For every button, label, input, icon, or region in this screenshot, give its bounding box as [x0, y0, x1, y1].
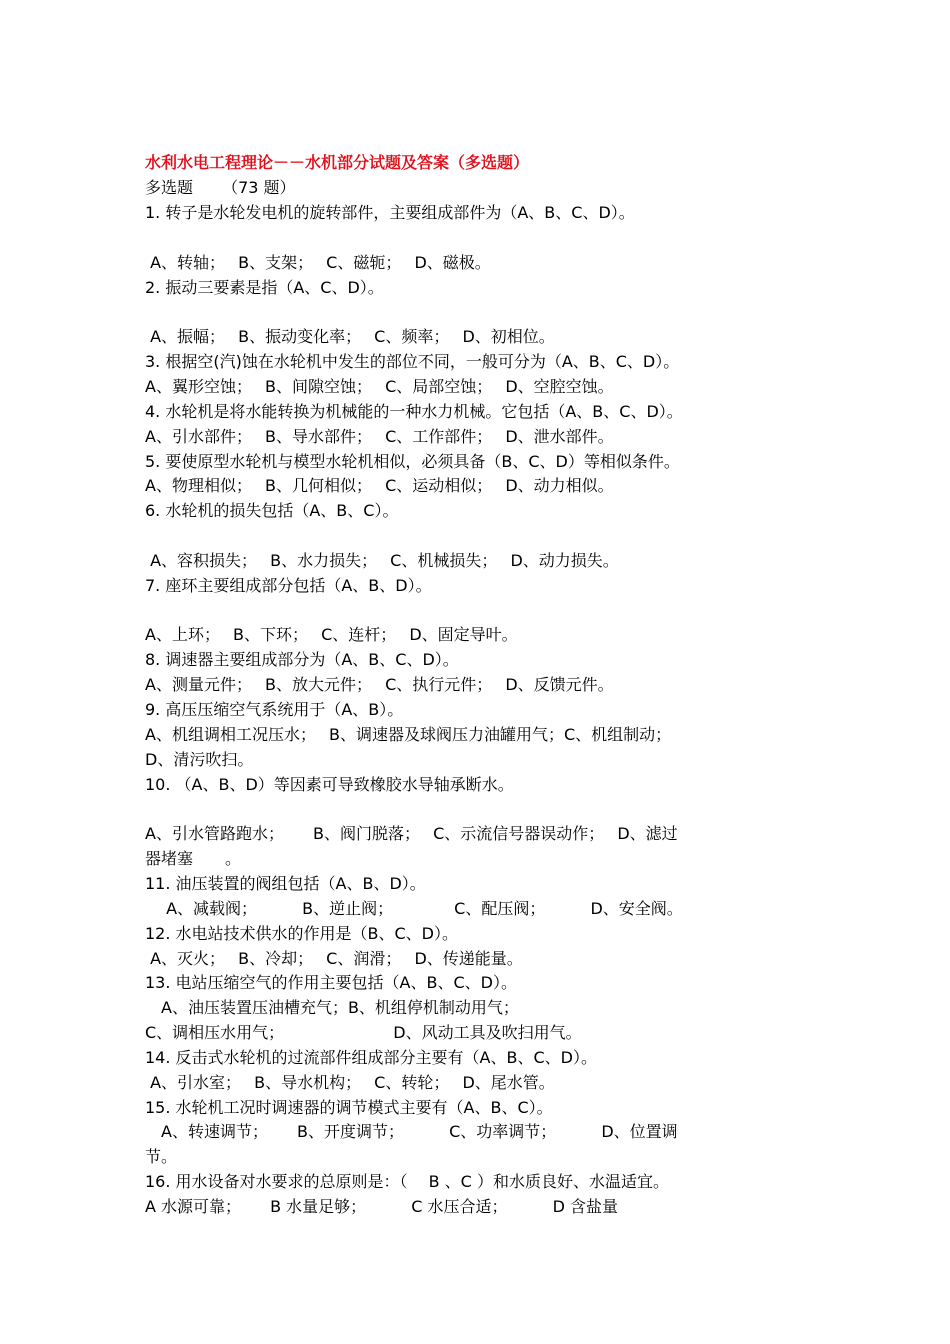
text-line: D、清污吹扫。: [145, 750, 254, 769]
text-line: A、减载阀； B、逆止阀； C、配压阀； D、安全阀。: [145, 899, 683, 918]
text-line: 16. 用水设备对水要求的总原则是：（ B 、C ）和水质良好、水温适宜。: [145, 1172, 669, 1191]
text-line: 6. 水轮机的损失包括（A、B、C）。: [145, 501, 399, 520]
document-title: 水利水电工程理论－－水机部分试题及答案（多选题）: [145, 153, 530, 172]
text-line: C、调相压水用气； D、风动工具及吹扫用气。: [145, 1023, 582, 1042]
text-line: A、转速调节； B、开度调节； C、功率调节； D、位置调: [145, 1122, 678, 1141]
text-line: 4. 水轮机是将水能转换为机械能的一种水力机械。它包括（A、B、C、D）。: [145, 402, 683, 421]
text-line: 10. （A、B、D）等因素可导致橡胶水导轴承断水。: [145, 775, 514, 794]
text-line: A、引水室； B、导水机构； C、转轮； D、尾水管。: [145, 1073, 555, 1092]
text-line: A、上环； B、下环； C、连杆； D、固定导叶。: [145, 625, 518, 644]
text-line: A、机组调相工况压水； B、调速器及球阀压力油罐用气；C、机组制动；: [145, 725, 672, 744]
text-line: 8. 调速器主要组成部分为（A、B、C、D）。: [145, 650, 459, 669]
text-line: 7. 座环主要组成部分包括（A、B、D）。: [145, 576, 432, 595]
text-line: A、灭火； B、冷却； C、润滑； D、传递能量。: [145, 949, 523, 968]
text-line: A、转轴； B、支架； C、磁轭； D、磁极。: [145, 253, 491, 272]
text-line: 节。: [145, 1147, 178, 1166]
text-line: A、翼形空蚀； B、间隙空蚀； C、局部空蚀； D、空腔空蚀。: [145, 377, 614, 396]
text-line: 3. 根据空(汽)蚀在水轮机中发生的部位不同，一般可分为（A、B、C、D）。: [145, 352, 680, 371]
text-line: 12. 水电站技术供水的作用是（B、C、D）。: [145, 924, 459, 943]
text-line: 5. 要使原型水轮机与模型水轮机相似，必须具备（B、C、D）等相似条件。: [145, 452, 680, 471]
text-line: A、物理相似； B、几何相似； C、运动相似； D、动力相似。: [145, 476, 614, 495]
text-line: A、油压装置压油槽充气；B、机组停机制动用气；: [145, 998, 519, 1017]
text-line: 13. 电站压缩空气的作用主要包括（A、B、C、D）。: [145, 973, 517, 992]
text-line: 9. 高压压缩空气系统用于（A、B）。: [145, 700, 404, 719]
text-line: 14. 反击式水轮机的过流部件组成部分主要有（A、B、C、D）。: [145, 1048, 597, 1067]
text-line: 11. 油压装置的阀组包括（A、B、D）。: [145, 874, 426, 893]
text-line: A、容积损失； B、水力损失； C、机械损失； D、动力损失。: [145, 551, 619, 570]
text-line: A、振幅； B、振动变化率； C、频率； D、初相位。: [145, 327, 555, 346]
text-line: 2. 振动三要素是指（A、C、D）。: [145, 278, 384, 297]
section-subtitle: 多选题 （73 题）: [145, 178, 296, 197]
text-line: A 水源可靠； B 水量足够； C 水压合适； D 含盐量: [145, 1197, 619, 1216]
text-line: A、引水管路跑水； B、阀门脱落； C、示流信号器误动作； D、滤过: [145, 824, 678, 843]
text-line: 器堵塞 。: [145, 849, 242, 868]
text-line: A、测量元件； B、放大元件； C、执行元件； D、反馈元件。: [145, 675, 614, 694]
text-line: 15. 水轮机工况时调速器的调节模式主要有（A、B、C）。: [145, 1098, 553, 1117]
text-line: 1. 转子是水轮发电机的旋转部件，主要组成部件为（A、B、C、D）。: [145, 203, 635, 222]
text-line: A、引水部件； B、导水部件； C、工作部件； D、泄水部件。: [145, 427, 614, 446]
